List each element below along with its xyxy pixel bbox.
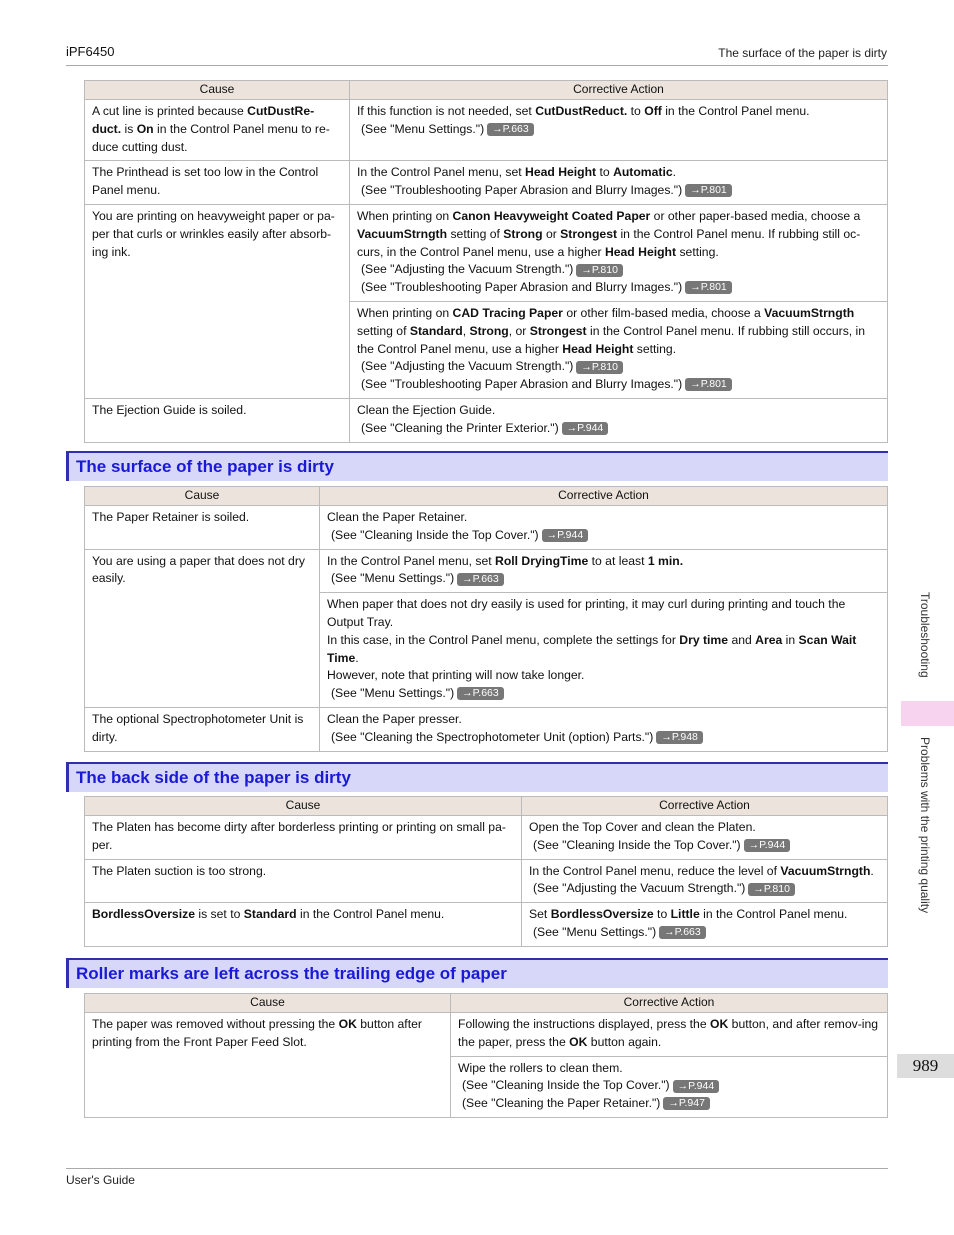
action-cell: Set BordlessOversize to Little in the Control Panel menu. (See "Menu Settings.") →P.663 — [522, 903, 888, 947]
table-row — [85, 859, 888, 903]
table-row — [85, 204, 888, 301]
table-row — [85, 506, 888, 550]
page-link[interactable]: →P.944 — [744, 839, 791, 852]
column-header-action: Corrective Action — [350, 81, 888, 100]
see-reference: (See "Adjusting the Vacuum Strength.") — [533, 881, 746, 896]
page-link[interactable]: →P.948 — [656, 731, 703, 744]
action-cell: In the Control Panel menu, reduce the level of VacuumStrngth. (See "Adjusting the Vacuum Strength.") →P.810 — [522, 859, 888, 903]
page-number: 989 — [897, 1054, 954, 1078]
cause-cell: The Platen has become dirty after borderless printing or printing on small pa-per. — [85, 816, 522, 860]
cause-cell: You are using a paper that does not dry easily. — [85, 549, 320, 707]
cause-cell: A cut line is printed because CutDustRe-duct. is On in the Control Panel menu to re-duce cutting dust. — [85, 100, 350, 161]
table-row — [85, 398, 888, 442]
table-row — [85, 161, 888, 205]
header-section-title: The surface of the paper is dirty — [718, 46, 887, 60]
see-reference: (See "Troubleshooting Paper Abrasion and Blurry Images.") — [361, 183, 683, 198]
action-cell: In the Control Panel menu, set Head Height to Automatic. (See "Troubleshooting Paper Abrasion and Blurry Images.") →P.801 — [350, 161, 888, 205]
table-row — [85, 1013, 888, 1057]
action-cell: Following the instructions displayed, press the OK button, and after remov-ing the paper, press the OK button again. — [451, 1013, 888, 1057]
see-reference: (See "Cleaning Inside the Top Cover.") — [533, 837, 741, 852]
see-reference: (See "Troubleshooting Paper Abrasion and Blurry Images.") — [361, 280, 683, 295]
column-header-cause: Cause — [85, 994, 451, 1013]
cause-cell: The paper was removed without pressing the OK button after printing from the Front Paper Feed Slot. — [85, 1013, 451, 1118]
column-header-cause: Cause — [85, 797, 522, 816]
page-link[interactable]: →P.944 — [562, 422, 609, 435]
cause-cell: The optional Spectrophotometer Unit is dirty. — [85, 707, 320, 751]
cause-cell: BordlessOversize is set to Standard in the Control Panel menu. — [85, 903, 522, 947]
see-reference: (See "Menu Settings.") — [361, 121, 485, 136]
see-reference: (See "Cleaning Inside the Top Cover.") — [462, 1078, 670, 1093]
table-row — [85, 549, 888, 593]
page-link[interactable]: →P.944 — [542, 529, 589, 542]
footer-text: User's Guide — [66, 1173, 135, 1187]
see-reference: (See "Cleaning the Paper Retainer.") — [462, 1096, 661, 1111]
cause-cell: You are printing on heavyweight paper or pa-per that curls or wrinkles easily after absorb-ing ink. — [85, 204, 350, 398]
cause-action-table — [84, 993, 888, 1118]
column-header-action: Corrective Action — [451, 994, 888, 1013]
page-link[interactable]: →P.663 — [457, 687, 504, 700]
page-link[interactable]: →P.801 — [685, 281, 732, 294]
table-row — [85, 903, 888, 947]
action-cell: Clean the Ejection Guide. (See "Cleaning the Printer Exterior.") →P.944 — [350, 398, 888, 442]
cause-action-table — [84, 796, 888, 947]
action-cell: In the Control Panel menu, set Roll DryingTime to at least 1 min. (See "Menu Settings.") →P.663 — [320, 549, 888, 593]
cause-action-table — [84, 80, 888, 443]
footer-divider — [66, 1168, 888, 1169]
see-reference: (See "Cleaning the Spectrophotometer Unit (option) Parts.") — [331, 729, 654, 744]
cause-cell: The Ejection Guide is soiled. — [85, 398, 350, 442]
column-header-cause: Cause — [85, 81, 350, 100]
cause-cell: The Paper Retainer is soiled. — [85, 506, 320, 550]
header-divider — [66, 65, 888, 66]
page-link[interactable]: →P.944 — [673, 1080, 720, 1093]
section-heading: Roller marks are left across the trailing edge of paper — [66, 958, 888, 988]
column-header-action: Corrective Action — [522, 797, 888, 816]
table-row — [85, 707, 888, 751]
section-heading: The back side of the paper is dirty — [66, 762, 888, 792]
action-cell: If this function is not needed, set CutDustReduct. to Off in the Control Panel menu. (See "Menu Settings.") →P.663 — [350, 100, 888, 161]
see-reference: (See "Menu Settings.") — [533, 924, 657, 939]
sidebar-topic: Problems with the printing quality — [918, 737, 932, 914]
action-cell: Wipe the rollers to clean them. (See "Cleaning Inside the Top Cover.") →P.944 (See "Cleaning the Paper Retainer.") →P.947 — [451, 1056, 888, 1117]
column-header-action: Corrective Action — [320, 487, 888, 506]
page-link[interactable]: →P.810 — [576, 264, 623, 277]
action-cell: Clean the Paper Retainer. (See "Cleaning Inside the Top Cover.") →P.944 — [320, 506, 888, 550]
page-link[interactable]: →P.810 — [576, 361, 623, 374]
table-row — [85, 816, 888, 860]
see-reference: (See "Menu Settings.") — [331, 686, 455, 701]
page-link[interactable]: →P.663 — [457, 573, 504, 586]
page-link[interactable]: →P.947 — [663, 1097, 710, 1110]
section-heading: The surface of the paper is dirty — [66, 451, 888, 481]
see-reference: (See "Cleaning Inside the Top Cover.") — [331, 527, 539, 542]
action-cell: When printing on Canon Heavyweight Coated Paper or other paper-based media, choose a VacuumStrngth setting of Strong or Strongest in the Control Panel menu. If rubbing still oc-curs, in the Control Panel menu, use a higher Head Height setting. (See "Adjusting the Vacuum Strength.") →P.810 (See "Troubleshooting Paper Abrasion and Blurry Images.") →P.801 — [350, 204, 888, 301]
see-reference: (See "Adjusting the Vacuum Strength.") — [361, 359, 574, 374]
sidebar-marker — [901, 701, 954, 726]
action-cell: Open the Top Cover and clean the Platen. (See "Cleaning Inside the Top Cover.") →P.944 — [522, 816, 888, 860]
header-model: iPF6450 — [66, 44, 115, 59]
action-cell: When printing on CAD Tracing Paper or other film-based media, choose a VacuumStrngth setting of Standard, Strong, or Strongest in the Control Panel menu. If rubbing still occurs, in the Control Panel menu, use a higher Head Height setting. (See "Adjusting the Vacuum Strength.") →P.810 (See "Troubleshooting Paper Abrasion and Blurry Images.") →P.801 — [350, 301, 888, 398]
action-cell: When paper that does not dry easily is used for printing, it may curl during printing and touch the Output Tray. In this case, in the Control Panel menu, complete the settings for Dry time and Area in Scan Wait Time. However, note that printing will now take longer. (See "Menu Settings.") →P.663 — [320, 593, 888, 708]
table-row — [85, 100, 888, 161]
cause-action-table — [84, 486, 888, 752]
see-reference: (See "Adjusting the Vacuum Strength.") — [361, 262, 574, 277]
action-cell: Clean the Paper presser. (See "Cleaning the Spectrophotometer Unit (option) Parts.") →P.948 — [320, 707, 888, 751]
column-header-cause: Cause — [85, 487, 320, 506]
cause-cell: The Printhead is set too low in the Control Panel menu. — [85, 161, 350, 205]
sidebar-chapter: Troubleshooting — [918, 592, 932, 678]
page-link[interactable]: →P.810 — [748, 883, 795, 896]
page-link[interactable]: →P.663 — [659, 926, 706, 939]
see-reference: (See "Cleaning the Printer Exterior.") — [361, 420, 559, 435]
see-reference: (See "Troubleshooting Paper Abrasion and Blurry Images.") — [361, 377, 683, 392]
see-reference: (See "Menu Settings.") — [331, 571, 455, 586]
page-link[interactable]: →P.801 — [685, 184, 732, 197]
cause-cell: The Platen suction is too strong. — [85, 859, 522, 903]
page-link[interactable]: →P.663 — [487, 123, 534, 136]
page-link[interactable]: →P.801 — [685, 378, 732, 391]
